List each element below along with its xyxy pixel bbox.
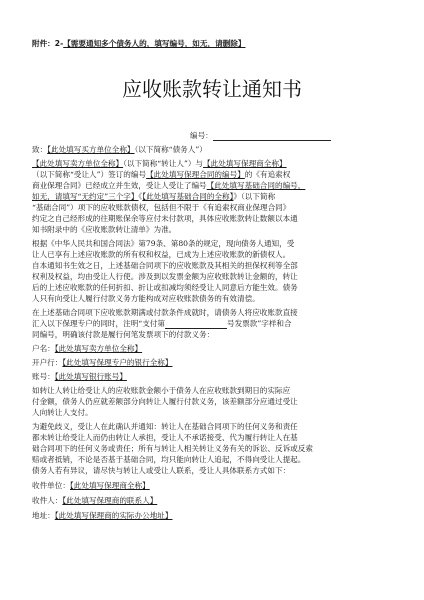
recipient-lead: 致： bbox=[32, 145, 48, 154]
p2-line-5: 后的上述应收账款的任何折扣、折让或扣减均须经受让人同意后方能生效。债务 bbox=[32, 283, 298, 292]
contact-unit-placeholder: 【此处填写保理商全称】 bbox=[69, 481, 150, 490]
p1-line-1 bbox=[32, 158, 392, 169]
p1-line-4 bbox=[32, 191, 392, 202]
contact-person-placeholder: 【此处填写保理商的联系人】 bbox=[62, 496, 158, 505]
account-holder-line bbox=[32, 343, 392, 354]
contact-address-label: 地址： bbox=[32, 511, 55, 520]
factor-placeholder: 【此处填写保理商全称】 bbox=[203, 159, 287, 168]
number-line bbox=[190, 130, 390, 141]
p2-line-6: 人只有向受让人履行付款义务方能构成对应收账款债务的有效清偿。 bbox=[32, 294, 260, 303]
invoice-no-blank[interactable] bbox=[165, 319, 227, 329]
account-number-line bbox=[32, 371, 392, 382]
p2-line-2: 让人已享有上述应收账款的所有权和权益，已成为上述应收账款的新债权人。 bbox=[32, 250, 291, 259]
recipient-line bbox=[32, 144, 392, 155]
contact-unit-label: 收件单位： bbox=[32, 481, 70, 490]
p1-line-7: 知书附录中的《应收账款转让清单》为准。 bbox=[32, 225, 177, 234]
account-holder-label: 户名： bbox=[32, 344, 55, 353]
contact-address-placeholder: 【此处填写保理商的实际办公地址】 bbox=[54, 511, 173, 520]
p2-line-1: 根据《中华人民共和国合同法》第79条、第80条的规定，现向债务人通知，受 bbox=[32, 239, 295, 248]
p2-line-4: 权利及权益，均由受让人行使。涉及到以发票金额为应收账款转让金额的，转让 bbox=[32, 272, 298, 281]
assignor-placeholder: 【此处填写卖方单位全称】 bbox=[32, 159, 124, 168]
attachment-prefix: 附件：2- bbox=[32, 39, 64, 48]
p4-line-2: 付金额，债务人仍应就差额部分向转让人履行付款义务，该差额部分应通过受让 bbox=[32, 397, 298, 406]
p3-text: 号发票款”字样和合 bbox=[226, 319, 292, 328]
contract-no-placeholder: 【此处填写保理合同的编号】 bbox=[146, 170, 245, 179]
p4-line-3: 人向转让人支付。 bbox=[32, 408, 93, 417]
account-bank-placeholder: 【此处填写保理专户的银行全称】 bbox=[62, 358, 173, 367]
contact-person-label: 收件人： bbox=[32, 496, 63, 505]
number-label: 编号： bbox=[190, 131, 213, 140]
p3-line-3: 同编号，明确该付款是履行何笔发票项下的付款义务： bbox=[32, 330, 215, 339]
contact-unit-line bbox=[32, 480, 392, 491]
recipient-tail: （以下简称“债务人”） bbox=[134, 145, 207, 154]
account-holder-placeholder: 【此处填写卖方单位全称】 bbox=[54, 344, 143, 353]
p3-line-2 bbox=[32, 318, 392, 329]
p1-line-6: 约定之自己经形成的往期账保余等应付未付款项，具体应收账款转让数额以本通 bbox=[32, 214, 298, 223]
base-contract-no-placeholder-cont: 如无，请填写“无约定”三个字】 bbox=[32, 192, 139, 201]
p1-text: 《 bbox=[138, 192, 143, 201]
p4-line-1: 如转让人转让给受让人的应收账款金额小于债务人在应收账款到期日的实际应 bbox=[32, 386, 291, 395]
debtor-placeholder: 【此处填写买方单位全称】 bbox=[47, 145, 135, 154]
p5-line-2: 都未转让给受让人而仍由转让人承担，受让人不承诺接受、代为履行转让人在基 bbox=[32, 433, 298, 442]
base-contract-no-placeholder: 【此处填写基础合同的编号， bbox=[206, 181, 306, 190]
p5-line-4: 赔或者抵销，不论是否基于基础合同，均只能向转让人追起，不得向受让人提起。 bbox=[32, 455, 306, 464]
p3-line-1: 在上述基础合同项下应收账款期满或付款条件成就时，请债务人将应收账款直接 bbox=[32, 308, 298, 317]
p5-line-1: 为避免歧义，受让人在此确认并通知：转让人在基础合同项下的任何义务和责任 bbox=[32, 422, 298, 431]
account-bank-line bbox=[32, 357, 392, 368]
account-number-placeholder: 【此处填写银行账号】 bbox=[54, 372, 127, 381]
p1-line-2 bbox=[32, 169, 392, 180]
p1-line-5: “基础合同”）项下的应收账款债权，包括但不限于《有追索权商业保理合同》 bbox=[32, 203, 291, 212]
contact-person-line bbox=[32, 495, 392, 506]
p3-text: 汇入以下保理专户的同时，注明“支付第 bbox=[32, 319, 165, 328]
p1-text: 的《有追索权 bbox=[244, 170, 291, 179]
p1-text: （以下简称“转让人”）与 bbox=[123, 159, 204, 168]
p1-text: （以下简称“受让人”）签订的编号 bbox=[32, 170, 147, 179]
base-contract-name-placeholder: 【此处填写基础合同的全称】 bbox=[142, 192, 234, 201]
p1-line-3 bbox=[32, 180, 392, 191]
document-title: 应收账款转让通知书 bbox=[122, 77, 302, 101]
account-number-label: 账号： bbox=[32, 372, 55, 381]
account-bank-label: 开户行： bbox=[32, 358, 63, 367]
p5-line-5: 债务人若有异议，请尽快与转让人或受让人联系，受让人具体联系方式如下： bbox=[32, 466, 291, 475]
contact-address-line bbox=[32, 510, 392, 521]
p5-line-3: 础合同项下的任何义务或责任；所有与转让人相关转让义务有关的诉讼、反诉或反索 bbox=[32, 444, 313, 453]
p1-text: 商业保理合同》已经成立并生效，受让人受让了编号 bbox=[32, 181, 207, 190]
p2-line-3: 自本通知书生效之日，上述基础合同项下的应收账款及其相关的担保权利等全部 bbox=[32, 261, 298, 270]
p1-text: 》（以下简称 bbox=[233, 192, 276, 201]
number-blank[interactable] bbox=[213, 131, 331, 141]
attachment-line bbox=[32, 38, 392, 49]
attachment-note: 【需要通知多个债务人的，填写编号，如无，请删除】 bbox=[63, 39, 246, 48]
